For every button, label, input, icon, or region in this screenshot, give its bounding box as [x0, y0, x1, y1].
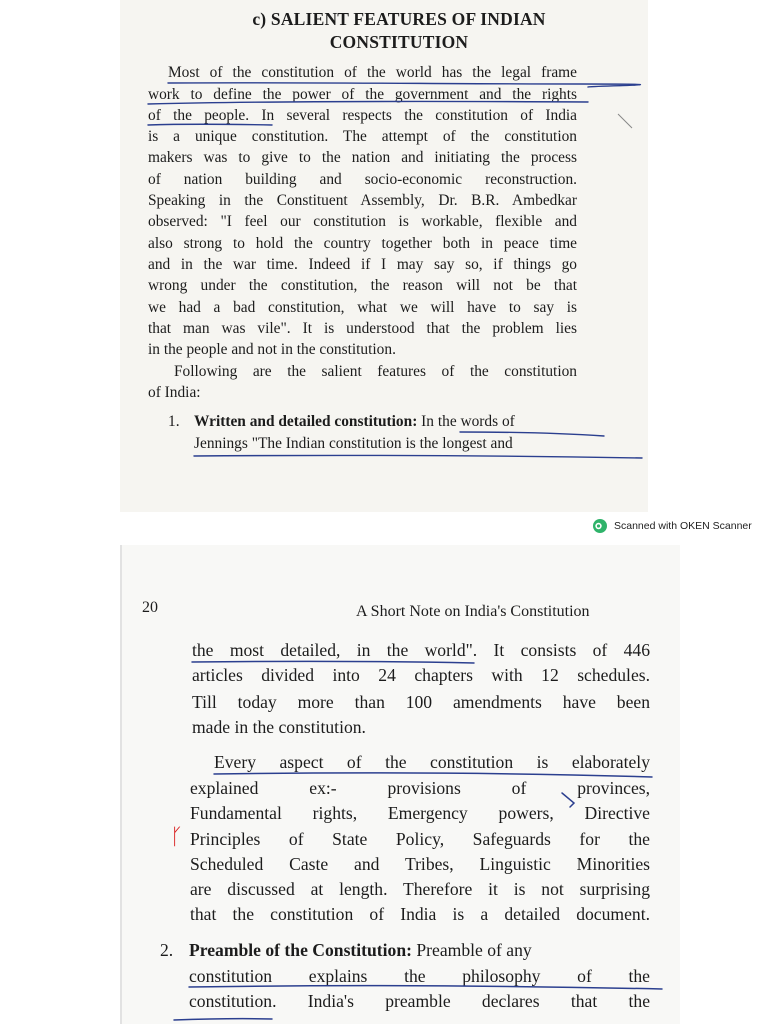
list-item-1	[194, 413, 515, 431]
list-item-number: 1.	[168, 413, 180, 430]
paragraph-line: we had a bad constitution, what we will have to say is	[148, 299, 577, 316]
list-item-text: Preamble of any	[412, 940, 532, 960]
section-heading-line1: c) SALIENT FEATURES OF INDIAN	[252, 9, 546, 29]
page-number: 20	[142, 599, 158, 616]
paragraph-line: in the people and not in the constitution.	[148, 341, 396, 358]
paragraph-line: is a unique constitution. The attempt of the constitution	[148, 128, 577, 145]
list-item-title: Written and detailed constitution:	[194, 413, 418, 430]
oken-scanner-logo-icon	[592, 518, 608, 534]
paragraph-line: of the people. In several respects the constitution of India	[148, 107, 577, 124]
list-item-line: Jennings "The Indian constitution is the longest and	[194, 435, 513, 452]
list-item-text: In the words of	[417, 413, 515, 430]
paragraph-line: Most of the constitution of the world has the legal frame	[168, 64, 577, 81]
top-page-scan	[120, 0, 648, 512]
running-head: A Short Note on India's Constitution	[356, 603, 590, 620]
paragraph-line: the most detailed, in the world". It consists of 446	[192, 640, 650, 660]
paragraph-line: Every aspect of the constitution is elaborately	[214, 752, 650, 772]
paragraph-line: are discussed at length. Therefore it is not surprising	[190, 879, 650, 899]
paragraph-line: of India:	[148, 384, 201, 401]
paragraph-line: Till today more than 100 amendments have been	[192, 692, 650, 712]
paragraph-line: and in the war time. Indeed if I may say so, if things go	[148, 256, 577, 273]
paragraph-line: also strong to hold the country together both in peace time	[148, 235, 577, 252]
paragraph-line: observed: "I feel our constitution is workable, flexible and	[148, 213, 577, 230]
red-margin-mark: ᚴ	[170, 825, 184, 850]
scanner-watermark	[592, 518, 752, 534]
paragraph-line: Speaking in the Constituent Assembly, Dr. B.R. Ambedkar	[148, 192, 577, 209]
bottom-page-scan	[120, 545, 680, 1024]
section-heading-line2: CONSTITUTION	[329, 32, 469, 52]
paragraph-line: Following are the salient features of the constitution	[174, 363, 577, 380]
paragraph-line: Fundamental rights, Emergency powers, Directive	[190, 803, 650, 823]
paragraph-line: Scheduled Caste and Tribes, Linguistic Minorities	[190, 854, 650, 874]
list-item-line: constitution explains the philosophy of the	[189, 966, 650, 986]
paragraph-line: makers was to give to the nation and initiating the process	[148, 149, 577, 166]
list-item-title: Preamble of the Constitution:	[189, 940, 412, 960]
paragraph-line: that man was vile". It is understood that the problem lies	[148, 320, 577, 337]
paragraph-line: Principles of State Policy, Safeguards for the	[190, 829, 650, 849]
list-item-2	[189, 940, 532, 961]
paragraph-line: of nation building and socio-economic reconstruction.	[148, 171, 577, 188]
paragraph-line: made in the constitution.	[192, 717, 366, 737]
paragraph-line: wrong under the constitution, the reason will not be that	[148, 277, 577, 294]
paragraph-line: explained ex:- provisions of provinces,	[190, 778, 650, 798]
list-item-number: 2.	[160, 940, 174, 960]
paragraph-line: that the constitution of India is a detailed document.	[190, 904, 650, 924]
paragraph-line: articles divided into 24 chapters with 12 schedules.	[192, 665, 650, 685]
scanner-label: Scanned with OKEN Scanner	[614, 520, 752, 532]
paragraph-line: work to define the power of the government and the rights	[148, 86, 577, 103]
list-item-line: constitution. India's preamble declares that the	[189, 991, 650, 1011]
